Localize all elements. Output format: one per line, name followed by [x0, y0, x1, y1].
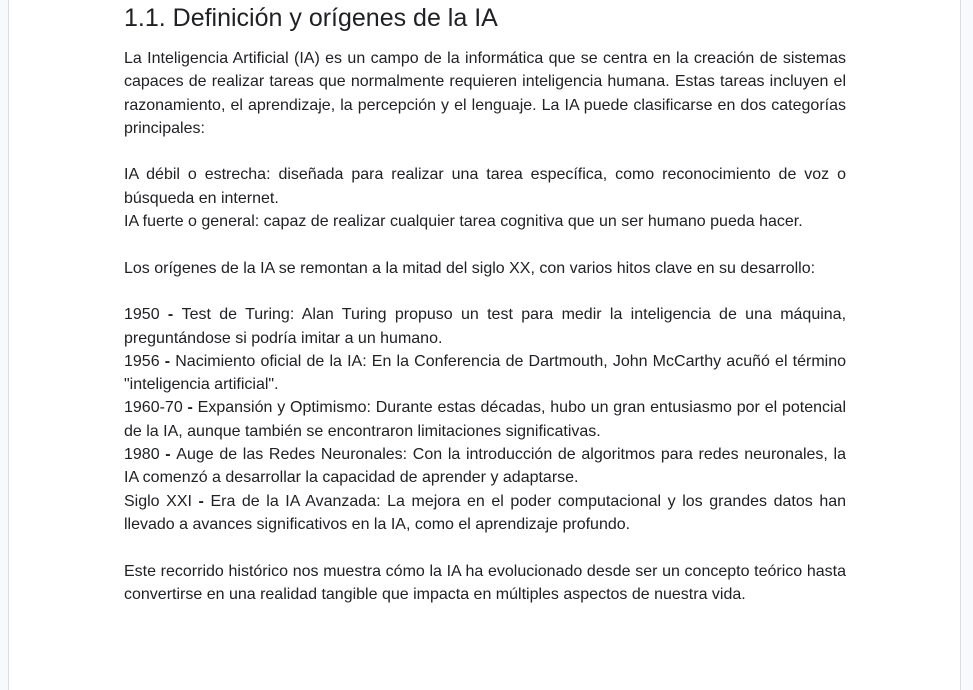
milestone-1960-70	[124, 396, 846, 443]
origins-intro-paragraph: Los orígenes de la IA se remontan a la mitad del siglo XX, con varios hitos clave en su desarrollo:	[124, 259, 816, 277]
conclusion-paragraph: Este recorrido histórico nos muestra cómo la IA ha evolucionado desde ser un concepto teórico hasta convertirse en una realidad tangible que impacta en múltiples aspectos de nuestra vida.	[124, 562, 846, 603]
milestone-year: Siglo XXI	[124, 492, 192, 510]
milestone-text: Nacimiento oficial de la IA: En la Conferencia de Dartmouth, John McCarthy acuñó el término "inteligencia artificial".	[124, 352, 847, 394]
intro-paragraph: La Inteligencia Artificial (IA) es un campo de la informática que se centra en la creación de sistemas capaces de realizar tareas que normalmente requieren inteligencia humana. Estas tareas incluyen el razonamiento, el aprendizaje, la percepción y el lenguaje. La IA puede clasificarse en dos categorías principales:	[124, 50, 846, 137]
milestone-dash: -	[182, 399, 198, 417]
milestone-1980	[124, 443, 846, 490]
paragraph-gap	[124, 140, 846, 163]
milestone-1950	[124, 303, 846, 350]
milestone-text: Test de Turing: Alan Turing propuso un test para medir la inteligencia de una máquina, preguntándose si podría imitar a un humano.	[124, 306, 847, 347]
milestone-dash: -	[159, 352, 176, 370]
paragraph-gap	[124, 536, 846, 559]
milestone-year: 1956	[124, 352, 160, 370]
category-weak-ai: IA débil o estrecha: diseñada para realizar una tarea específica, como reconocimiento de voz o búsqueda en internet.	[124, 166, 846, 207]
milestone-year: 1950	[124, 306, 160, 324]
milestone-text: Expansión y Optimismo: Durante estas décadas, hubo un gran entusiasmo por el potencial de la IA, aunque también se encontraron limitaciones significativas.	[124, 399, 846, 440]
paragraph-gap	[124, 233, 846, 256]
milestone-year: 1980	[124, 446, 160, 464]
milestone-text: Era de la IA Avanzada: La mejora en el poder computacional y los grandes datos han llevado a avances significativos en la IA, como el aprendizaje profundo.	[124, 492, 847, 533]
milestone-year: 1960-70	[124, 399, 183, 417]
milestone-dash: -	[159, 306, 182, 324]
document-content	[124, 3, 846, 606]
milestone-siglo-xxi	[124, 490, 846, 537]
paragraph-gap	[124, 280, 846, 303]
milestone-1956	[124, 350, 846, 397]
milestone-dash: -	[159, 446, 177, 464]
document-page	[8, 0, 961, 690]
section-heading: 1.1. Definición y orígenes de la IA	[124, 4, 498, 32]
milestone-dash: -	[191, 492, 211, 510]
category-strong-ai: IA fuerte o general: capaz de realizar cualquier tarea cognitiva que un ser humano pueda hacer.	[124, 213, 803, 231]
milestone-text: Auge de las Redes Neuronales: Con la introducción de algoritmos para redes neuronales, la IA comenzó a desarrollar la capacidad de aprender y adaptarse.	[124, 446, 847, 487]
